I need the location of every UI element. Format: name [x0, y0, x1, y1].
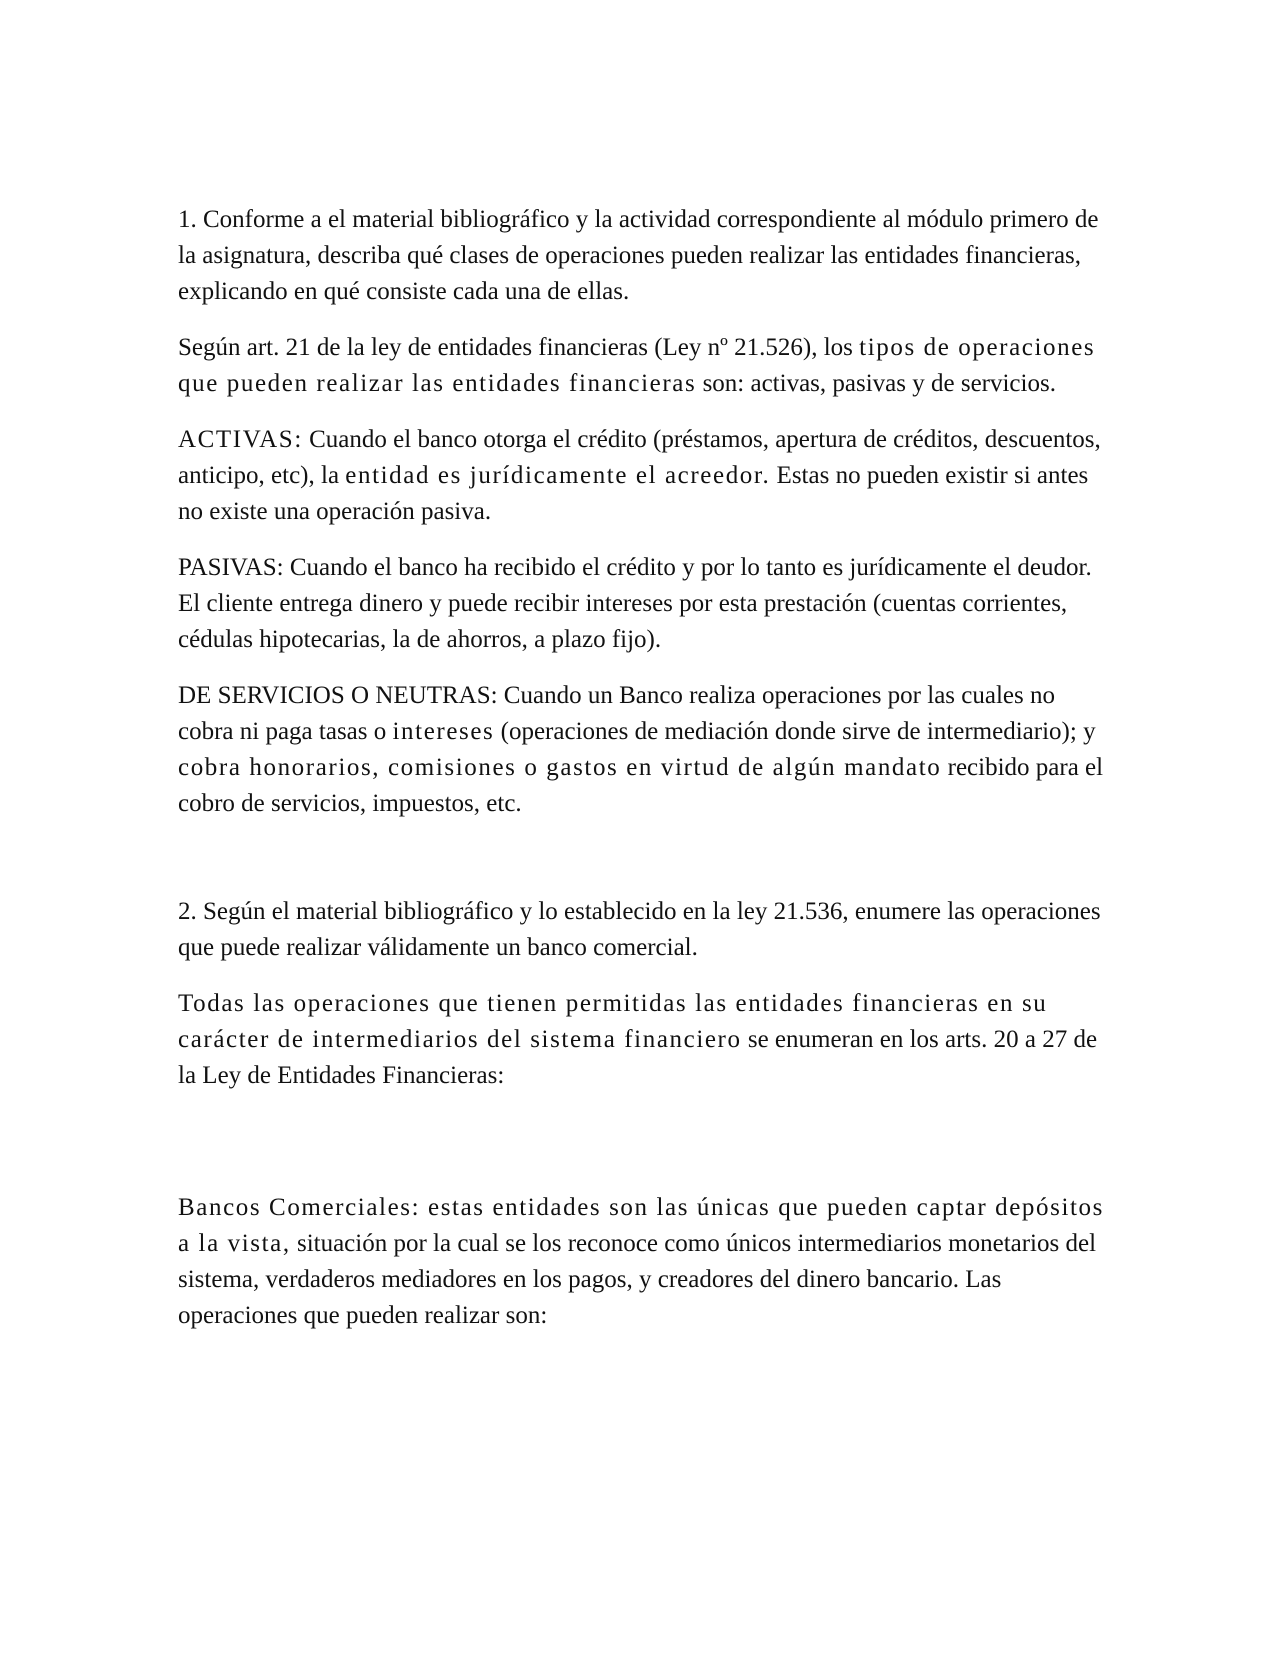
answer-1-intro-text-a: Según art. 21 de la ley de entidades financieras (Ley nº 21.526), los	[178, 334, 860, 361]
bancos-comerciales-text-b: situación por la cual se los reconoce como únicos intermediarios monetarios del sistema, verdaderos mediadores en los pagos, y creadores del dinero bancario. Las operaciones que pueden realizar son:	[178, 1230, 1097, 1329]
servicios-text-a: DE SERVICIOS O NEUTRAS: Cuando un Banco realiza operaciones por las cuales no cobra ni paga tasas o	[178, 682, 1055, 745]
answer-1-activas	[178, 422, 1108, 530]
question-2	[178, 894, 1108, 966]
pasivas-text: PASIVAS: Cuando el banco ha recibido el crédito y por lo tanto es jurídicamente el deudor. El cliente entrega dinero y puede recibir intereses por esta prestación (cuentas corrientes, cédulas hipotecarias, la de ahorros, a plazo fijo).	[178, 554, 1092, 653]
activas-text-b: entidad es jurídicamente el acreedor.	[345, 462, 771, 489]
question-2-text: 2. Según el material bibliográfico y lo establecido en la ley 21.536, enumere las operaciones que puede realizar válidamente un banco comercial.	[178, 898, 1101, 961]
servicios-text-d: y cobra honorarios, comisiones o gastos en virtud de algún mandato	[178, 718, 1098, 781]
activas-text-a: Cuando el banco otorga el crédito (préstamos, apertura de créditos, descuentos, anticipo, etc), la	[178, 426, 1101, 489]
answer-2-intro-text-a: Todas las operaciones que tienen permitidas las entidades financieras en su carácter de intermediarios del sistema financiero	[178, 990, 1048, 1053]
servicios-text-e: recibido para el cobro de servicios, impuestos, etc.	[178, 754, 1104, 817]
bancos-comerciales-text-a: Bancos Comerciales: estas entidades son las únicas que pueden captar depósitos a la vista,	[178, 1194, 1104, 1257]
question-1-text: 1. Conforme a el material bibliográfico y la actividad correspondiente al módulo primero de la asignatura, describa qué clases de operaciones pueden realizar las entidades financieras, explicando en qué consiste cada una de ellas.	[178, 206, 1099, 305]
answer-1-intro-text-c: son: activas, pasivas y de servicios.	[696, 370, 1056, 397]
answer-2-intro	[178, 986, 1108, 1094]
answer-1-intro-text-b: tipos de operaciones que pueden realizar las entidades financieras	[178, 334, 1096, 397]
document-body	[178, 202, 1108, 1334]
activas-label: ACTIVAS:	[178, 426, 303, 453]
answer-1-servicios	[178, 678, 1108, 822]
servicios-text-b: intereses	[392, 718, 495, 745]
bancos-comerciales	[178, 1190, 1108, 1334]
answer-1-pasivas	[178, 550, 1108, 658]
question-1	[178, 202, 1108, 310]
answer-2-intro-text-b: se enumeran en los arts. 20 a 27 de la Ley de Entidades Financieras:	[178, 1026, 1098, 1089]
answer-1-intro	[178, 330, 1108, 402]
activas-text-c: Estas no pueden existir si antes no existe una operación pasiva.	[178, 462, 1089, 525]
servicios-text-c: (operaciones de mediación donde sirve de intermediario);	[494, 718, 1084, 745]
